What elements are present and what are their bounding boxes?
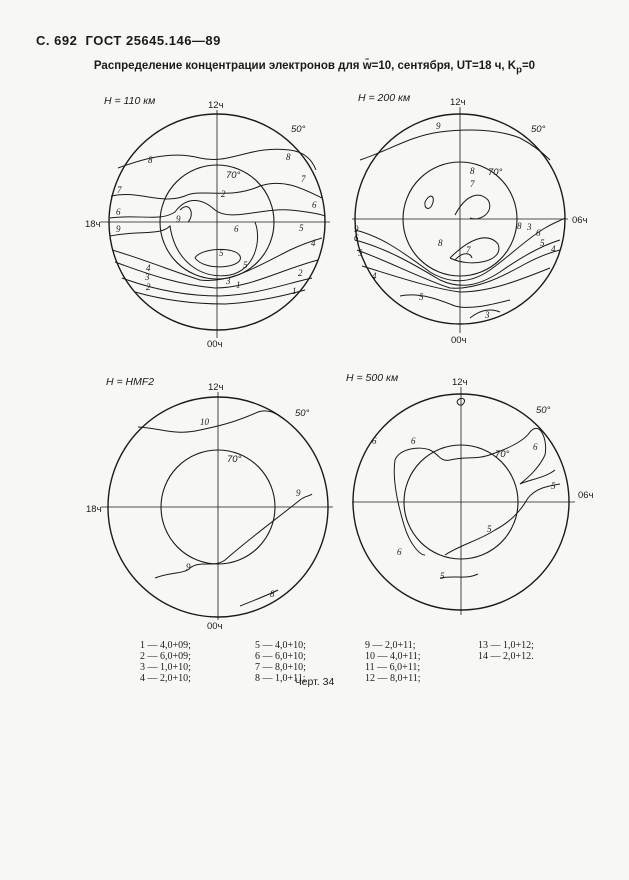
panel-2-right: 06ч [572, 215, 588, 226]
contour-label: 5 [487, 524, 492, 534]
panel-3-lat-outer: 50° [295, 408, 310, 419]
legend-item: 13 — 1,0+12; [478, 640, 534, 651]
page-number: С. 692 [36, 33, 78, 48]
kp-tail: =0 [521, 60, 536, 72]
legend-item: 11 — 6,0+11; [365, 662, 421, 673]
panel-2-top: 12ч [450, 97, 466, 108]
contour-label: 6 [397, 547, 402, 557]
contour-label: 4 [311, 238, 316, 248]
legend-item: 9 — 2,0+11; [365, 640, 416, 651]
panel-3-contour-labels [186, 417, 301, 599]
contour-label: 3 [485, 310, 490, 320]
contour-label: 5 [540, 238, 545, 248]
contour-label: 7 [466, 245, 471, 255]
contour-label: 6 [533, 442, 538, 452]
contour-label: 4 [372, 271, 377, 281]
contour-label: 2 [221, 189, 226, 199]
contour-label: 9 [186, 562, 191, 572]
panel-3 [101, 392, 333, 620]
contour-label: 7 [117, 185, 122, 195]
panel-2-bottom: 00ч [451, 335, 467, 346]
title-rest: =10, сентября, UT=18 ч, K [371, 60, 517, 72]
contour-label: 10 [200, 417, 209, 427]
contour-label: 5 [551, 481, 556, 491]
panel-3-bottom: 00ч [207, 621, 223, 632]
contour-label: 9 [354, 224, 359, 234]
contour-label: 8 [270, 589, 275, 599]
panel-2-lat-inner: 70° [488, 167, 503, 178]
contour-label: 6 [116, 207, 121, 217]
kp-sub: p [516, 64, 522, 76]
panel-4-lat-inner: 70° [495, 449, 510, 460]
figure-caption: Черт. 34 [294, 676, 335, 688]
contour-label: 5 [440, 571, 445, 581]
contour-label: 9 [436, 121, 441, 131]
contour-label: 6 [234, 224, 239, 234]
panel-1-contour-labels [116, 152, 317, 296]
panel-1-height: H = 110 км [104, 95, 156, 107]
contour-label: 1 [292, 286, 297, 296]
contour-label: 6 [312, 200, 317, 210]
panel-2-height: H = 200 км [358, 92, 411, 104]
contour-label: 4 [146, 263, 151, 273]
panel-1-bottom: 00ч [207, 339, 223, 350]
legend-item: 1 — 4,0+09; [140, 640, 191, 651]
panel-1-left: 18ч [85, 219, 101, 230]
standard-number: ГОСТ 25645.146—89 [85, 33, 221, 48]
contour-label: 9 [176, 214, 181, 224]
panel-4-right: 06ч [578, 490, 594, 501]
contour-label: 1 [236, 280, 241, 290]
contour-label: 3 [527, 222, 532, 232]
legend-item: 6 — 6,0+10; [255, 651, 306, 662]
panel-1 [100, 110, 330, 338]
contour-label: 8 [148, 155, 153, 165]
contour-label: 8 [517, 221, 522, 231]
contour-label: 9 [296, 488, 301, 498]
panel-4 [352, 387, 575, 615]
contour-label: 2 [146, 282, 151, 292]
contour-label: 6 [536, 228, 541, 238]
legend-item: 4 — 2,0+10; [140, 673, 191, 684]
contour-label: 8 [286, 152, 291, 162]
panel-2 [352, 107, 568, 333]
contour-label: 2 [298, 268, 303, 278]
contour-label: 6 [372, 436, 377, 446]
panel-2-lat-outer: 50° [531, 124, 546, 135]
contour-label: 5 [243, 260, 248, 270]
contour-label: 8 [438, 238, 443, 248]
panel-4-height: H = 500 км [346, 372, 399, 384]
panel-4-top: 12ч [452, 377, 468, 388]
panel-3-lat-inner: 70° [227, 454, 242, 465]
panel-3-height: H = HMF2 [106, 376, 155, 388]
legend-col-4 [478, 640, 534, 662]
panel-4-lat-outer: 50° [536, 405, 551, 416]
contour-label: 9 [116, 224, 121, 234]
contour-label: 5 [299, 223, 304, 233]
contour-label: 3 [226, 276, 231, 286]
legend-item: 7 — 8,0+10; [255, 662, 306, 673]
legend-item: 3 — 1,0+10; [140, 662, 191, 673]
contour-label: 3 [145, 272, 150, 282]
legend-item: 12 — 8,0+11; [365, 673, 421, 684]
contour-label: 5 [219, 248, 224, 258]
legend-item: 10 — 4,0+11; [365, 651, 421, 662]
contour-label: 4 [551, 244, 556, 254]
legend-item: 2 — 6,0+09; [140, 651, 191, 662]
contour-label: 6 [411, 436, 416, 446]
contour-label: 6 [354, 233, 359, 243]
panel-1-top: 12ч [208, 100, 224, 111]
panel-1-lat-outer: 50° [291, 124, 306, 135]
legend-item: 14 — 2,0+12. [478, 651, 534, 662]
legend-item: 5 — 4,0+10; [255, 640, 306, 651]
contour-label: 7 [301, 174, 306, 184]
contour-label: 5 [419, 292, 424, 302]
legend-item: 8 — 1,0+11; [255, 673, 306, 684]
panel-3-left: 18ч [86, 504, 102, 515]
panel-3-top: 12ч [208, 382, 224, 393]
panel-1-lat-inner: 70° [226, 170, 241, 181]
contour-label: 5 [358, 248, 363, 258]
contour-label: 8 [470, 166, 475, 176]
w-symbol: w̄ [362, 60, 372, 72]
title-text: Распределение концентрации электронов для [93, 60, 360, 72]
contour-label: 7 [470, 179, 475, 189]
